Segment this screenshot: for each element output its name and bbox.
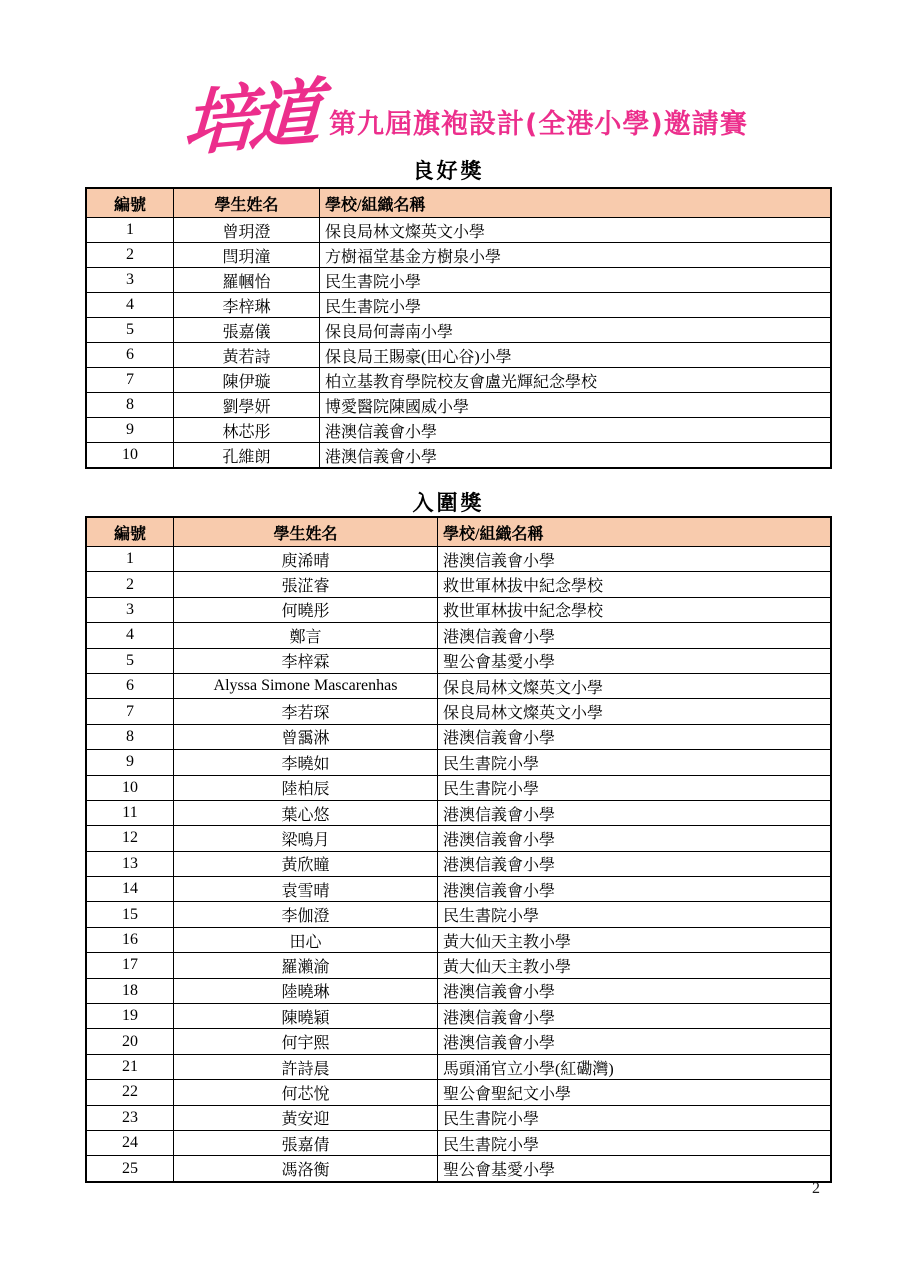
table-row (86, 1054, 831, 1079)
student-name-cell: 李若琛 (174, 699, 438, 724)
row-number-cell: 14 (86, 877, 174, 902)
shortlist-award-table (85, 516, 832, 1183)
student-name-cell: 李梓琳 (174, 293, 320, 318)
school-name-cell: 港澳信義會小學 (438, 851, 832, 876)
table-row (86, 443, 831, 469)
student-name-cell: 黃若詩 (174, 343, 320, 368)
table-row (86, 268, 831, 293)
row-number-cell: 13 (86, 851, 174, 876)
row-number-cell: 22 (86, 1080, 174, 1105)
table-row (86, 1156, 831, 1182)
school-name-cell: 港澳信義會小學 (438, 1004, 832, 1029)
school-name-cell: 港澳信義會小學 (438, 877, 832, 902)
school-name-cell: 港澳信義會小學 (438, 623, 832, 648)
school-name-cell: 民生書院小學 (320, 268, 832, 293)
row-number-cell: 6 (86, 343, 174, 368)
student-name-cell: 何芯悅 (174, 1080, 438, 1105)
student-name-cell: 黃安迎 (174, 1105, 438, 1130)
student-name-cell: 陸柏辰 (174, 775, 438, 800)
table-row (86, 572, 831, 597)
student-name-cell: 葉心悠 (174, 800, 438, 825)
row-number-cell: 18 (86, 978, 174, 1003)
student-name-cell: Alyssa Simone Mascarenhas (174, 673, 438, 698)
school-name-cell: 港澳信義會小學 (438, 978, 832, 1003)
school-name-cell: 港澳信義會小學 (438, 724, 832, 749)
school-name-cell: 聖公會基愛小學 (438, 1156, 832, 1182)
school-name-cell: 保良局何壽南小學 (320, 318, 832, 343)
table-body (86, 218, 831, 469)
table-row (86, 1105, 831, 1130)
table-row (86, 877, 831, 902)
row-number-cell: 9 (86, 418, 174, 443)
column-header-school-name: 學校/組織名稱 (320, 188, 832, 218)
school-name-cell: 港澳信義會小學 (320, 443, 832, 469)
student-name-cell: 閆玥潼 (174, 243, 320, 268)
table-row (86, 597, 831, 622)
school-name-cell: 民生書院小學 (438, 1130, 832, 1155)
row-number-cell: 6 (86, 673, 174, 698)
table-row (86, 851, 831, 876)
row-number-cell: 11 (86, 800, 174, 825)
school-name-cell: 柏立基教育學院校友會盧光輝紀念學校 (320, 368, 832, 393)
school-logo-calligraphy: 培道 (181, 69, 317, 166)
student-name-cell: 陸曉琳 (174, 978, 438, 1003)
row-number-cell: 8 (86, 724, 174, 749)
section-title-good-award: 良好獎 (412, 159, 485, 183)
student-name-cell: 何曉彤 (174, 597, 438, 622)
school-name-cell: 黃大仙天主教小學 (438, 953, 832, 978)
school-name-cell: 馬頭涌官立小學(紅磡灣) (438, 1054, 832, 1079)
header-row (86, 188, 831, 218)
school-name-cell: 港澳信義會小學 (438, 826, 832, 851)
school-name-cell: 港澳信義會小學 (438, 1029, 832, 1054)
school-name-cell: 港澳信義會小學 (438, 800, 832, 825)
student-name-cell: 張淽睿 (174, 572, 438, 597)
table-row (86, 927, 831, 952)
row-number-cell: 9 (86, 750, 174, 775)
row-number-cell: 4 (86, 293, 174, 318)
table-row (86, 393, 831, 418)
student-name-cell: 庾浠晴 (174, 547, 438, 572)
student-name-cell: 陳伊璇 (174, 368, 320, 393)
school-name-cell: 保良局林文燦英文小學 (438, 673, 832, 698)
good-award-table (85, 187, 832, 469)
row-number-cell: 1 (86, 218, 174, 243)
row-number-cell: 4 (86, 623, 174, 648)
student-name-cell: 何宇熙 (174, 1029, 438, 1054)
school-name-cell: 港澳信義會小學 (438, 547, 832, 572)
table-row (86, 243, 831, 268)
table-row (86, 1080, 831, 1105)
table-row (86, 826, 831, 851)
row-number-cell: 2 (86, 572, 174, 597)
student-name-cell: 梁鳴月 (174, 826, 438, 851)
row-number-cell: 5 (86, 318, 174, 343)
row-number-cell: 15 (86, 902, 174, 927)
table-row (86, 1004, 831, 1029)
row-number-cell: 19 (86, 1004, 174, 1029)
column-header-number: 編號 (86, 517, 174, 547)
student-name-cell: 鄭言 (174, 623, 438, 648)
table-row (86, 547, 831, 572)
student-name-cell: 劉學妍 (174, 393, 320, 418)
table-row (86, 418, 831, 443)
table-row (86, 368, 831, 393)
row-number-cell: 25 (86, 1156, 174, 1182)
section-title-shortlist-award: 入圍獎 (412, 491, 485, 515)
table-row (86, 318, 831, 343)
table-row (86, 953, 831, 978)
student-name-cell: 馮洛衡 (174, 1156, 438, 1182)
student-name-cell: 許詩晨 (174, 1054, 438, 1079)
table-row (86, 343, 831, 368)
student-name-cell: 羅瀨渝 (174, 953, 438, 978)
student-name-cell: 田心 (174, 927, 438, 952)
table-row (86, 750, 831, 775)
student-name-cell: 羅幗怡 (174, 268, 320, 293)
table-row (86, 623, 831, 648)
table-row (86, 699, 831, 724)
school-name-cell: 方樹福堂基金方樹泉小學 (320, 243, 832, 268)
table-row (86, 293, 831, 318)
school-name-cell: 博愛醫院陳國威小學 (320, 393, 832, 418)
row-number-cell: 7 (86, 699, 174, 724)
school-name-cell: 民生書院小學 (438, 1105, 832, 1130)
row-number-cell: 16 (86, 927, 174, 952)
brand-header (183, 70, 748, 165)
table-header (86, 517, 831, 547)
row-number-cell: 17 (86, 953, 174, 978)
row-number-cell: 23 (86, 1105, 174, 1130)
header-row (86, 517, 831, 547)
student-name-cell: 曾靄淋 (174, 724, 438, 749)
row-number-cell: 20 (86, 1029, 174, 1054)
row-number-cell: 24 (86, 1130, 174, 1155)
row-number-cell: 12 (86, 826, 174, 851)
row-number-cell: 1 (86, 547, 174, 572)
competition-title: 第九屆旗袍設計(全港小學)邀請賽 (329, 109, 748, 140)
row-number-cell: 10 (86, 775, 174, 800)
row-number-cell: 10 (86, 443, 174, 469)
student-name-cell: 李梓霖 (174, 648, 438, 673)
table-row (86, 673, 831, 698)
school-name-cell: 港澳信義會小學 (320, 418, 832, 443)
table-row (86, 1130, 831, 1155)
student-name-cell: 袁雪晴 (174, 877, 438, 902)
row-number-cell: 21 (86, 1054, 174, 1079)
student-name-cell: 曾玥澄 (174, 218, 320, 243)
table-row (86, 800, 831, 825)
table-row (86, 648, 831, 673)
school-name-cell: 黃大仙天主教小學 (438, 927, 832, 952)
table-row (86, 978, 831, 1003)
student-name-cell: 林芯彤 (174, 418, 320, 443)
table-body (86, 547, 831, 1182)
page-number: 2 (812, 1180, 820, 1197)
school-name-cell: 民生書院小學 (320, 293, 832, 318)
column-header-student-name: 學生姓名 (174, 188, 320, 218)
student-name-cell: 李曉如 (174, 750, 438, 775)
school-name-cell: 聖公會基愛小學 (438, 648, 832, 673)
student-name-cell: 陳曉穎 (174, 1004, 438, 1029)
school-name-cell: 聖公會聖紀文小學 (438, 1080, 832, 1105)
column-header-school-name: 學校/組織名稱 (438, 517, 832, 547)
school-name-cell: 救世軍林拔中紀念學校 (438, 597, 832, 622)
row-number-cell: 7 (86, 368, 174, 393)
school-name-cell: 救世軍林拔中紀念學校 (438, 572, 832, 597)
table-row (86, 775, 831, 800)
row-number-cell: 2 (86, 243, 174, 268)
row-number-cell: 8 (86, 393, 174, 418)
row-number-cell: 5 (86, 648, 174, 673)
school-name-cell: 民生書院小學 (438, 775, 832, 800)
school-name-cell: 民生書院小學 (438, 750, 832, 775)
table-row (86, 902, 831, 927)
table-row (86, 218, 831, 243)
column-header-number: 編號 (86, 188, 174, 218)
student-name-cell: 張嘉儀 (174, 318, 320, 343)
student-name-cell: 張嘉倩 (174, 1130, 438, 1155)
school-name-cell: 保良局林文燦英文小學 (320, 218, 832, 243)
table-row (86, 724, 831, 749)
row-number-cell: 3 (86, 268, 174, 293)
row-number-cell: 3 (86, 597, 174, 622)
student-name-cell: 孔維朗 (174, 443, 320, 469)
school-name-cell: 保良局王賜豪(田心谷)小學 (320, 343, 832, 368)
student-name-cell: 黃欣瞳 (174, 851, 438, 876)
table-header (86, 188, 831, 218)
table-row (86, 1029, 831, 1054)
school-name-cell: 保良局林文燦英文小學 (438, 699, 832, 724)
school-name-cell: 民生書院小學 (438, 902, 832, 927)
student-name-cell: 李伽澄 (174, 902, 438, 927)
column-header-student-name: 學生姓名 (174, 517, 438, 547)
